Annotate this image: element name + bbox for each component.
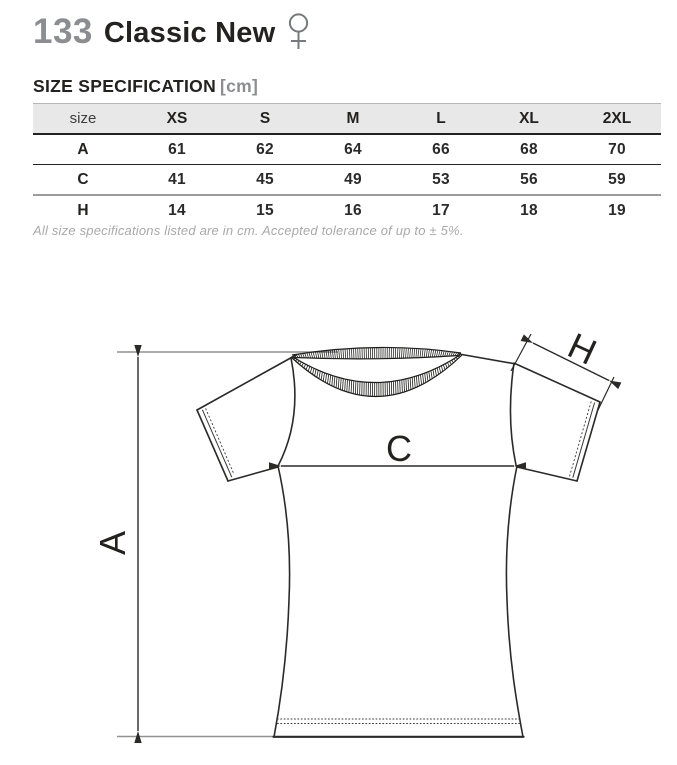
value-C-2xl: 59 bbox=[608, 170, 626, 188]
section-unit: [cm] bbox=[220, 76, 259, 96]
left-sleeve-cuff-edge bbox=[197, 410, 228, 481]
column-header-size: size bbox=[33, 104, 133, 135]
length-dimension bbox=[92, 357, 138, 731]
value-H-l: 17 bbox=[432, 201, 450, 219]
female-icon bbox=[286, 11, 311, 55]
value-C-s: 45 bbox=[256, 170, 274, 188]
extension-lines bbox=[117, 352, 338, 737]
table-row-H bbox=[33, 195, 661, 225]
product-header bbox=[33, 11, 311, 49]
left-cuff-stitch-solid bbox=[202, 410, 231, 477]
right-sleeve-cuff-edge bbox=[577, 402, 600, 481]
table-row-A bbox=[33, 134, 661, 165]
chest-dimension bbox=[281, 428, 514, 469]
tshirt-outline bbox=[197, 354, 600, 737]
right-cuff-stitch-dotted bbox=[569, 402, 591, 477]
right-sleeve-underarm bbox=[517, 467, 577, 481]
value-H-xs: 14 bbox=[168, 201, 186, 219]
ribbed-collar bbox=[291, 347, 462, 396]
value-A-m: 64 bbox=[344, 140, 362, 158]
row-label-A: A bbox=[77, 140, 89, 158]
right-cuff-stitch-solid bbox=[573, 403, 595, 478]
row-label-C: C bbox=[77, 170, 89, 188]
value-H-s: 15 bbox=[256, 201, 274, 219]
left-sleeve-underarm bbox=[228, 467, 278, 481]
right-armhole-seam bbox=[510, 363, 516, 465]
value-H-xl: 18 bbox=[520, 201, 538, 219]
body-left-side bbox=[274, 466, 290, 737]
size-table-header-row bbox=[33, 104, 661, 135]
value-A-s: 62 bbox=[256, 140, 274, 158]
value-A-2xl: 70 bbox=[608, 140, 626, 158]
value-C-xl: 56 bbox=[520, 170, 538, 188]
body-right-side bbox=[506, 466, 523, 737]
column-header-xl: XL bbox=[485, 104, 573, 135]
sleeve-extension-line-2 bbox=[598, 377, 614, 410]
table-row-C bbox=[33, 165, 661, 196]
value-A-xs: 61 bbox=[168, 140, 186, 158]
value-H-2xl: 19 bbox=[608, 201, 626, 219]
chest-dimension-label: C bbox=[386, 428, 412, 469]
row-label-H: H bbox=[77, 201, 89, 219]
value-C-l: 53 bbox=[432, 170, 450, 188]
sleeve-dimension bbox=[511, 325, 614, 410]
value-C-xs: 41 bbox=[168, 170, 186, 188]
column-header-xs: XS bbox=[133, 104, 221, 135]
value-A-xl: 68 bbox=[520, 140, 538, 158]
product-number: 133 bbox=[33, 12, 93, 51]
tolerance-footnote: All size specifications listed are in cm. Accepted tolerance of up to ± 5%. bbox=[33, 223, 464, 238]
column-header-2xl: 2XL bbox=[573, 104, 661, 135]
column-header-l: L bbox=[397, 104, 485, 135]
value-A-l: 66 bbox=[432, 140, 450, 158]
sleeve-dimension-label: H bbox=[561, 324, 603, 373]
tshirt-measurement-diagram bbox=[0, 310, 677, 765]
column-header-m: M bbox=[309, 104, 397, 135]
section-title-text: SIZE SPECIFICATION bbox=[33, 76, 217, 96]
length-dimension-label: A bbox=[92, 530, 133, 556]
product-name: Classic New bbox=[103, 16, 276, 49]
column-header-s: S bbox=[221, 104, 309, 135]
section-title bbox=[33, 76, 258, 97]
value-C-m: 49 bbox=[344, 170, 362, 188]
value-H-m: 16 bbox=[344, 201, 362, 219]
left-shoulder-sleeve-top bbox=[197, 355, 296, 410]
size-table bbox=[33, 103, 661, 225]
left-armhole-seam bbox=[278, 358, 295, 466]
